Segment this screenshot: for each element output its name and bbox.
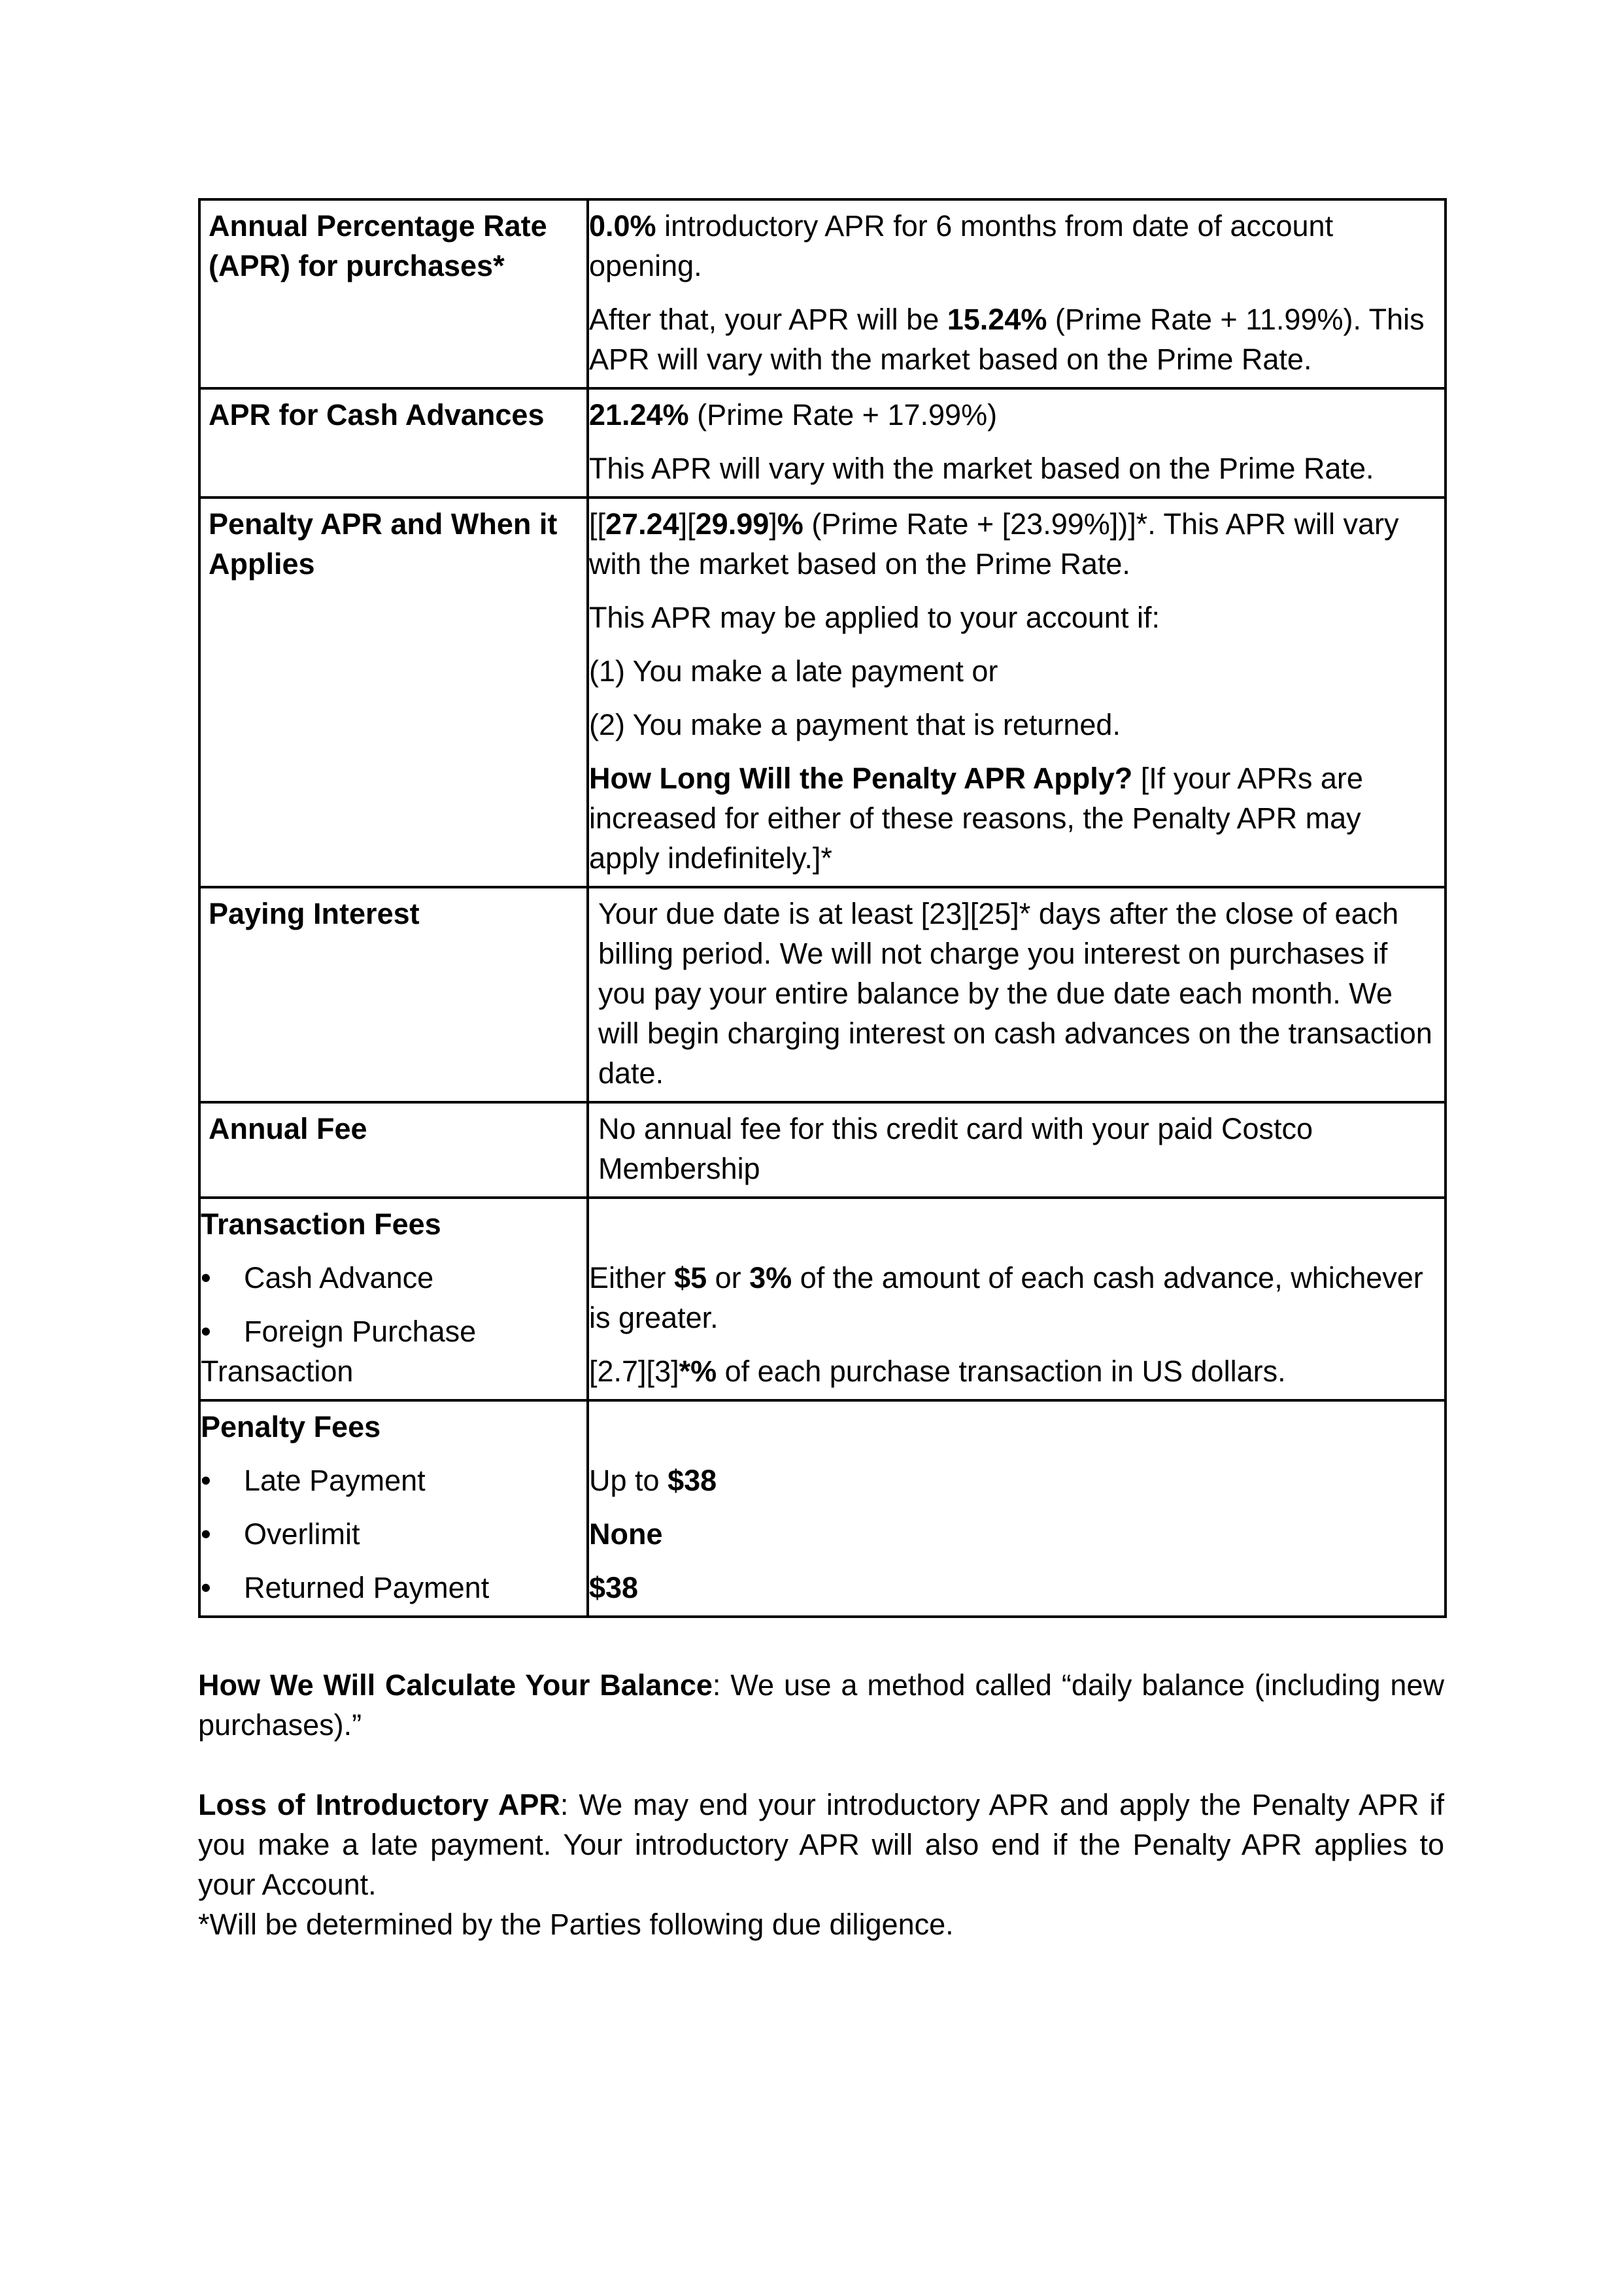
row-label: Penalty Fees xyxy=(201,1410,381,1443)
label-cell xyxy=(199,498,588,887)
row-label: APR for Cash Advances xyxy=(209,398,545,431)
bullet-icon: • xyxy=(201,1464,211,1497)
cash-advance-fee: Either $5 or 3% of the amount of each cash advance, whichever is greater. xyxy=(589,1261,1423,1334)
penalty-applied-text: This APR may be applied to your account if: xyxy=(589,601,1160,634)
overlimit-fee: None xyxy=(589,1517,663,1551)
penalty-how-long: How Long Will the Penalty APR Apply? [If your APRs are increased for either of these reasons, the Penalty APR may apply indefinitely.]* xyxy=(589,762,1363,875)
row-label: Annual Fee xyxy=(209,1112,367,1145)
balance-calculation-note: How We Will Calculate Your Balance: We use a method called “daily balance (including new purchases).” xyxy=(198,1668,1444,1742)
intro-apr-text: 0.0% introductory APR for 6 months from date of account opening. xyxy=(589,209,1334,282)
table-row-penalty-fees xyxy=(199,1400,1446,1617)
table-row-paying-interest xyxy=(199,887,1446,1102)
after-apr-text: After that, your APR will be 15.24% (Prime Rate + 11.99%). This APR will vary with the market based on the Prime Rate. xyxy=(589,303,1425,376)
label-cell xyxy=(199,1102,588,1198)
row-label: Annual Percentage Rate (APR) for purchases* xyxy=(209,209,547,282)
table-row-cash-apr xyxy=(199,388,1446,498)
label-cell xyxy=(199,388,588,498)
value-cell xyxy=(588,199,1446,388)
late-payment-fee: Up to $38 xyxy=(589,1464,717,1497)
annual-fee-text: No annual fee for this credit card with your paid Costco Membership xyxy=(598,1112,1313,1185)
bullet-icon: • xyxy=(201,1571,211,1604)
footnote: *Will be determined by the Parties following due diligence. xyxy=(198,1908,954,1941)
value-cell xyxy=(588,1198,1446,1400)
loss-of-intro-apr-note: Loss of Introductory APR: We may end your introductory APR and apply the Penalty APR if you make a late payment. Your introductory APR will also end if the Penalty APR applies to your Account. xyxy=(198,1788,1444,1901)
list-item: • Foreign Purchase Transaction xyxy=(201,1311,586,1391)
label-cell xyxy=(199,1400,588,1617)
list-item: • Returned Payment xyxy=(201,1568,586,1608)
label-cell xyxy=(199,1198,588,1400)
penalty-apr-rate: [[27.24][29.99]% (Prime Rate + [23.99%])]*. This APR will vary with the market based on the Prime Rate. xyxy=(589,507,1399,581)
value-cell xyxy=(588,1102,1446,1198)
list-item: • Late Payment xyxy=(201,1460,586,1500)
row-label: Paying Interest xyxy=(209,897,420,930)
bullet-icon: • xyxy=(201,1315,211,1348)
bullet-icon: • xyxy=(201,1261,211,1294)
label-cell xyxy=(199,887,588,1102)
list-item: • Cash Advance xyxy=(201,1258,586,1298)
bullet-icon: • xyxy=(201,1517,211,1551)
value-cell xyxy=(588,887,1446,1102)
row-label: Transaction Fees xyxy=(201,1207,441,1241)
row-label: Penalty APR and When it Applies xyxy=(209,507,558,581)
value-cell xyxy=(588,1400,1446,1617)
penalty-condition-2: (2) You make a payment that is returned. xyxy=(589,708,1121,741)
cash-apr-vary: This APR will vary with the market based on the Prime Rate. xyxy=(589,452,1374,485)
returned-payment-fee: $38 xyxy=(589,1571,639,1604)
label-cell xyxy=(199,199,588,388)
table-row-purchase-apr xyxy=(199,199,1446,388)
credit-terms-table xyxy=(198,198,1447,1618)
cash-apr-rate: 21.24% (Prime Rate + 17.99%) xyxy=(589,398,998,431)
table-row-annual-fee xyxy=(199,1102,1446,1198)
document-page xyxy=(198,198,1444,1944)
list-item: • Overlimit xyxy=(201,1514,586,1554)
paying-interest-text: Your due date is at least [23][25]* days after the close of each billing period. We will not charge you interest on purchases if you pay your entire balance by the due date each month. We will begin charging interest on cash advances on the transaction date. xyxy=(598,897,1432,1090)
foreign-transaction-fee: [2.7][3]*% of each purchase transaction in US dollars. xyxy=(589,1355,1286,1388)
value-cell xyxy=(588,498,1446,887)
value-cell xyxy=(588,388,1446,498)
table-row-penalty-apr xyxy=(199,498,1446,887)
penalty-condition-1: (1) You make a late payment or xyxy=(589,654,998,688)
table-row-transaction-fees xyxy=(199,1198,1446,1400)
